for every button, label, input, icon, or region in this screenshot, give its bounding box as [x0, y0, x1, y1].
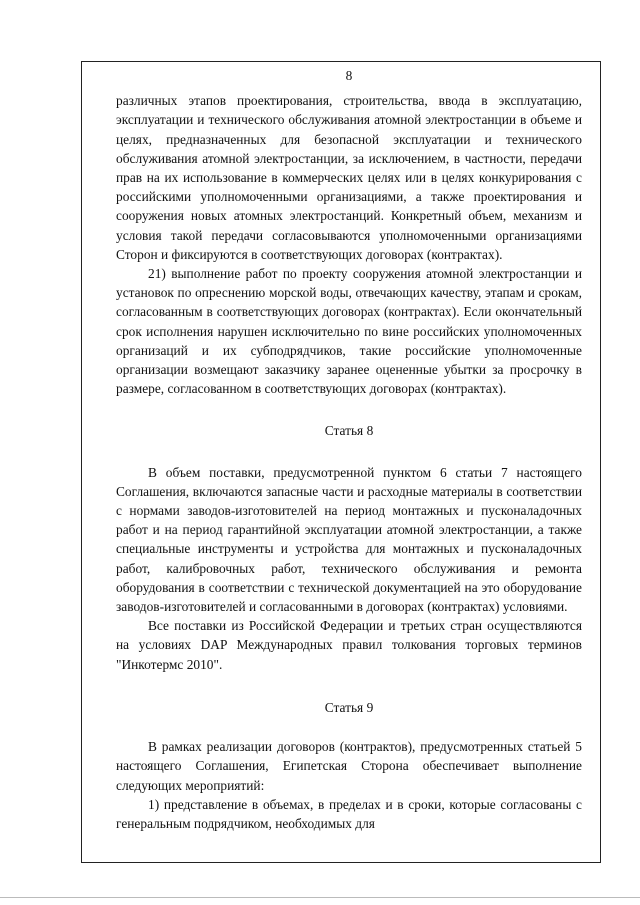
paragraph-continuation: различных этапов проектирования, строительства, ввода в эксплуатацию, эксплуатации и технического обслуживания атомной электростанции в объеме и целях, предназначенных для безопасной эксплуатации и технического обслуживания атомной электростанции, за исключением, в частности, передачи прав на их использование в коммерческих целях или в целях конкурирования с российскими уполномоченными организациями, а также проектирования и сооружения новых атомных электростанций. Конкретный объем, механизм и условия такой передачи согласовываются уполномоченными организациями Сторон и фиксируются в соответствующих договорах (контрактах).: [116, 93, 582, 262]
article-8-paragraph-2: Все поставки из Российской Федерации и третьих стран осуществляются на условиях DAP Международных правил толкования торговых терминов "Инкотермс 2010".: [116, 618, 582, 672]
list-item-21: 21) выполнение работ по проекту сооружения атомной электростанции и установок по опреснению морской воды, отвечающих качеству, этапам и срокам, согласованным в соответствующих договорах (контрактах). Если окончательный срок исполнения нарушен исключительно по вине российских уполномоченных организаций и их субподрядчиков, такие российские уполномоченные организации возмещают заказчику заранее оцененные убытки за просрочку в размере, согласованном в соответствующих договорах (контрактах).: [116, 266, 582, 397]
article-8-heading: Статья 8: [324, 423, 374, 439]
article-9-list-item-1: 1) представление в объемах, в пределах и в сроки, которые согласованы с генеральным подрядчиком, необходимых для: [116, 796, 582, 831]
article-9-paragraph-1: В рамках реализации договоров (контрактов), предусмотренных статьей 5 настоящего Соглашения, Египетская Сторона обеспечивает выполнение следующих мероприятий:: [116, 739, 582, 793]
scan-edge-line: [0, 897, 640, 898]
page-number: 8: [345, 68, 353, 83]
article-8-paragraph-1: В объем поставки, предусмотренной пунктом 6 статьи 7 настоящего Соглашения, включаются запасные части и расходные материалы в соответствии с нормами заводов-изготовителей на период монтажных и пусконаладочных работ и на период гарантийной эксплуатации атомной электростанции, а также специальные инструменты и устройства для монтажных и пусконаладочных работ, калибровочных работ, технического обслуживания и ремонта оборудования в соответствии с технической документацией на это оборудование заводов-изготовителей и согласованными в договорах (контрактах) условиями.: [116, 464, 582, 615]
article-9-heading: Статья 9: [324, 699, 374, 715]
document-page: [116, 66, 582, 833]
